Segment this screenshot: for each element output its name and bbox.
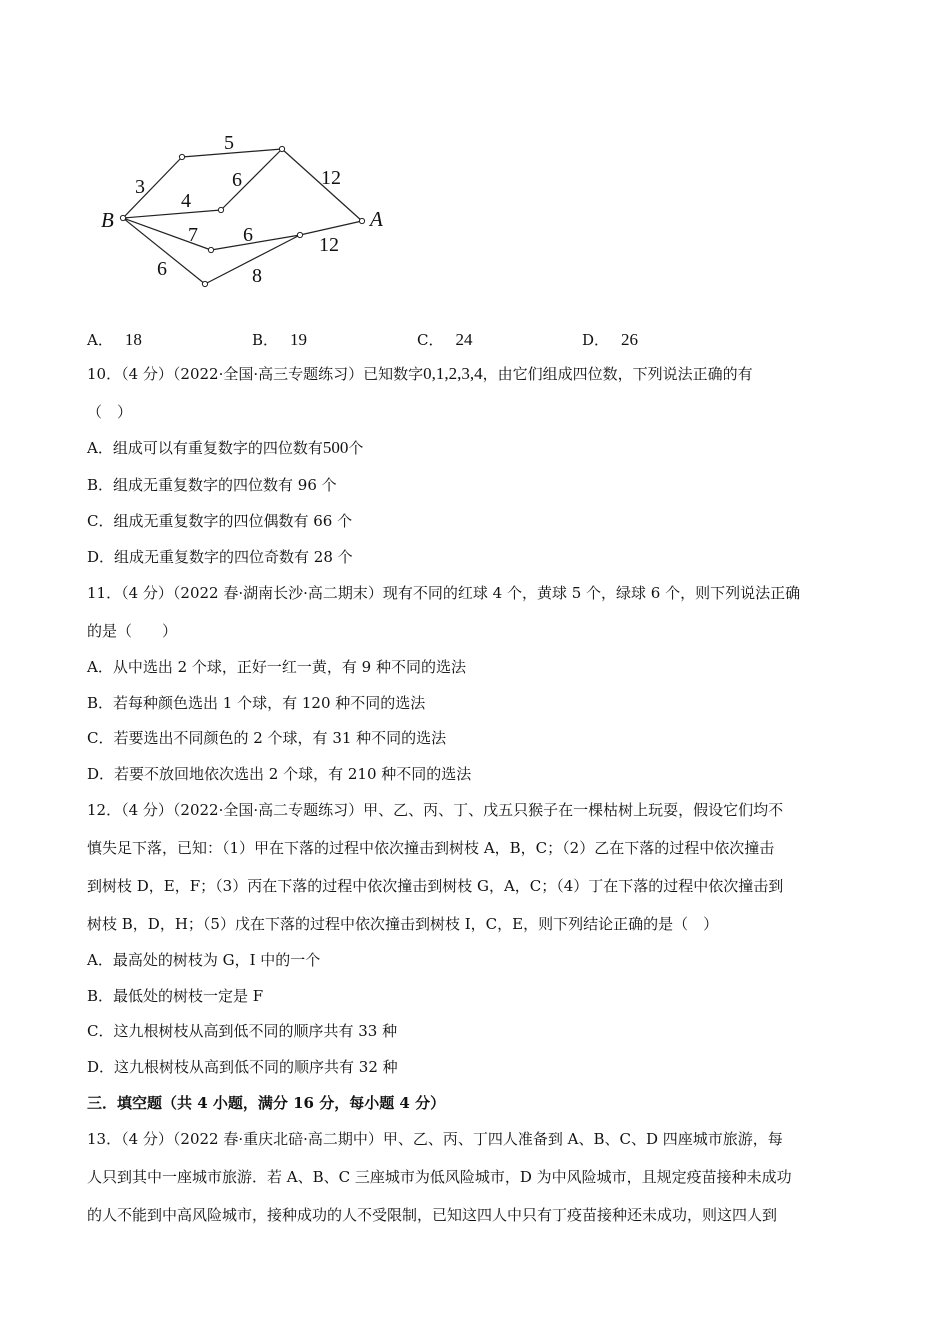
q12-stem-line-2: 慎失足下落，已知：（1）甲在下落的过程中依次撞击到树枝 A，B，C；（2）乙在下落的过程中依次撞击 — [87, 839, 775, 857]
q12-option-c[interactable]: C．这九根树枝从高到低不同的顺序共有 33 种 — [87, 1022, 398, 1040]
q10-stem-suffix: ，由它们组成四位数，下列说法正确的有 — [482, 365, 753, 383]
weight-label: 8 — [252, 265, 262, 287]
q10-paren: （ ） — [87, 403, 133, 421]
weight-label: 7 — [188, 224, 198, 246]
q12-stem-line-3: 到树枝 D，E，F；（3）丙在下落的过程中依次撞击到树枝 G，A，C；（4）丁在下落的过程中依次撞击到 — [87, 877, 784, 895]
weight-label: 5 — [224, 132, 234, 154]
option-label: A． — [87, 331, 113, 349]
q13-stem-line-3: 的人不能到中高风险城市，接种成功的人不受限制，已知这四人中只有丁疫苗接种还未成功，则这四人到 — [87, 1206, 778, 1224]
q11-stem-line-2: 的是（ ） — [87, 622, 178, 640]
edge-B-top — [123, 157, 182, 218]
section-3-heading: 三．填空题（共 4 小题，满分 16 分，每小题 4 分） — [87, 1094, 446, 1112]
edge-mid-topright — [221, 149, 282, 210]
q12-option-d[interactable]: D．这九根树枝从高到低不同的顺序共有 32 种 — [87, 1058, 398, 1076]
q10-option-a-suffix: 个 — [348, 439, 364, 457]
q10-stem — [87, 364, 753, 384]
q10-option-c[interactable]: C．组成无重复数字的四位偶数有 66 个 — [87, 512, 353, 530]
q11-stem-line-1: 11．（4 分）（2022 春·湖南长沙·高二期末）现有不同的红球 4 个，黄球 5 个，绿球 6 个，则下列说法正确 — [87, 584, 801, 602]
q9-option-c[interactable] — [417, 329, 472, 350]
node-right-dot — [297, 232, 302, 237]
weight-label: 6 — [243, 224, 253, 246]
q11-option-c[interactable]: C．若要选出不同颜色的 2 个球，有 31 种不同的选法 — [87, 729, 447, 747]
node-bottom-dot — [202, 281, 207, 286]
weight-label: 6 — [232, 169, 242, 191]
q10-stem-prefix: 10．（4 分）（2022·全国·高三专题练习）已知数字 — [87, 365, 424, 383]
node-A-dot — [359, 218, 364, 223]
node-label-A: A — [370, 207, 383, 231]
graph-svg — [95, 125, 415, 300]
weight-label: 12 — [321, 167, 341, 189]
q11-option-d[interactable]: D．若要不放回地依次选出 2 个球，有 210 种不同的选法 — [87, 765, 472, 783]
node-lower-dot — [208, 247, 213, 252]
weight-label: 4 — [181, 190, 191, 212]
q13-stem-line-2: 人只到其中一座城市旅游．若 A、B、C 三座城市为低风险城市，D 为中风险城市，且规定疫苗接种未成功 — [87, 1168, 792, 1186]
q9-option-d[interactable] — [582, 329, 638, 350]
node-top-dot — [179, 154, 184, 159]
option-label: B． — [252, 331, 279, 349]
q12-option-b[interactable]: B．最低处的树枝一定是 F — [87, 987, 264, 1005]
weight-label: 12 — [319, 234, 339, 256]
q10-option-a-prefix: A．组成可以有重复数字的四位数有 — [87, 439, 323, 457]
q10-option-a[interactable] — [87, 438, 363, 458]
q9-options — [87, 329, 787, 351]
weight-label: 6 — [157, 258, 167, 280]
node-label-B: B — [101, 208, 114, 232]
q10-digits: 0,1,2,3,4 — [423, 364, 483, 383]
q10-option-b[interactable]: B．组成无重复数字的四位数有 96 个 — [87, 476, 337, 494]
edge-B-mid — [123, 210, 221, 218]
option-label: D． — [582, 331, 610, 349]
node-B-dot — [120, 215, 125, 220]
weight-label: 3 — [135, 176, 145, 198]
q11-option-a[interactable]: A．从中选出 2 个球，正好一红一黄，有 9 种不同的选法 — [87, 658, 466, 676]
option-value: 18 — [124, 330, 142, 349]
q11-option-b[interactable]: B．若每种颜色选出 1 个球，有 120 种不同的选法 — [87, 694, 426, 712]
q13-stem-line-1: 13．（4 分）（2022 春·重庆北碚·高二期中）甲、乙、丙、丁四人准备到 A、B、C、D 四座城市旅游，每 — [87, 1130, 783, 1148]
q10-option-d[interactable]: D．组成无重复数字的四位奇数有 28 个 — [87, 548, 353, 566]
option-label: C． — [417, 331, 444, 349]
q12-option-a[interactable]: A．最高处的树枝为 G，I 中的一个 — [87, 951, 321, 969]
q12-stem-line-4: 树枝 B，D，H；（5）戊在下落的过程中依次撞击到树枝 I，C，E，则下列结论正确的是（ ） — [87, 915, 719, 933]
option-value: 19 — [290, 330, 308, 349]
q9-option-b[interactable] — [252, 329, 307, 350]
q9-option-a[interactable] — [87, 329, 142, 350]
shortest-path-graph-figure — [95, 125, 415, 300]
node-topright-dot — [279, 146, 284, 151]
option-value: 26 — [621, 330, 639, 349]
q10-option-a-number: 500 — [322, 438, 349, 457]
node-mid-dot — [218, 207, 223, 212]
q12-stem-line-1: 12．（4 分）（2022·全国·高二专题练习）甲、乙、丙、丁、戊五只猴子在一棵枯树上玩耍，假设它们均不 — [87, 801, 784, 819]
edge-right-A — [300, 221, 362, 235]
option-value: 24 — [455, 330, 473, 349]
